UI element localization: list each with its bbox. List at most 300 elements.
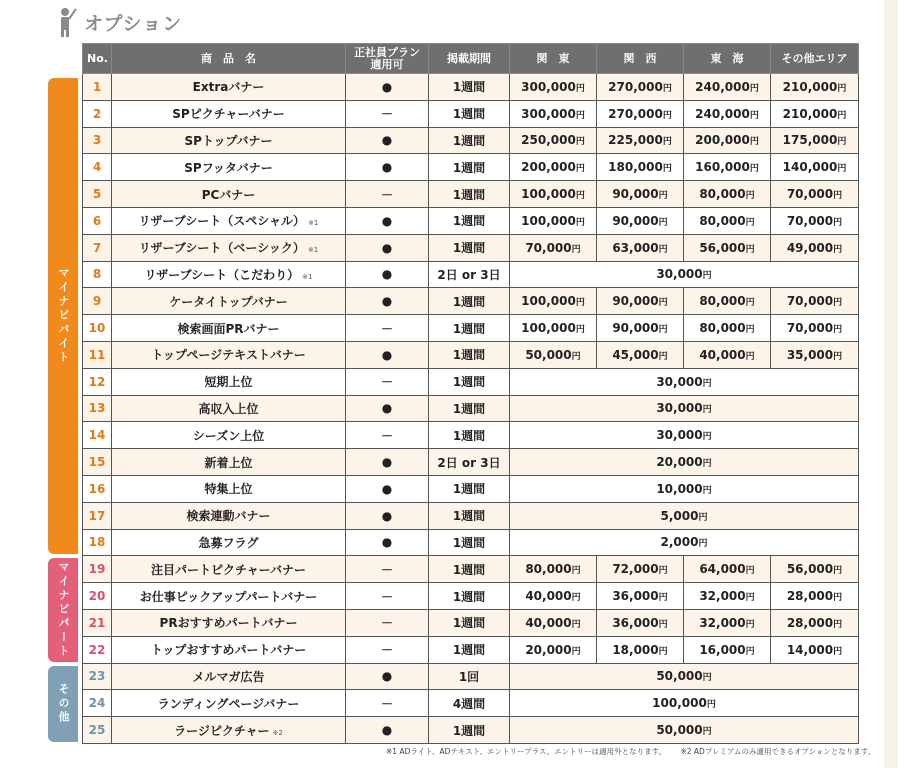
price-value: 90,000 [612,187,659,202]
side-stripe [884,0,898,768]
row-number: 19 [83,556,112,583]
price-cell [684,234,771,261]
column-header: 正社員プラン 適用可 [346,44,429,74]
table-row [83,368,859,395]
yen-unit: 円 [658,298,668,309]
price-cell [510,475,859,502]
price-value: 100,000 [521,294,576,309]
price-value: 240,000 [695,106,750,121]
column-header: 商 品 名 [112,44,346,74]
yen-unit: 円 [658,244,668,255]
price-cell [510,395,859,422]
price-cell [597,609,684,636]
price-cell [510,368,859,395]
table-row [83,556,859,583]
price-value: 40,000 [525,615,572,630]
product-note: ※1 [302,272,313,281]
price-cell [684,207,771,234]
product-name: 高収入上位 [198,401,259,416]
yen-unit: 円 [662,110,672,121]
product-name-cell [112,636,346,663]
price-cell [510,288,597,315]
product-name: ランディングページバナー [157,696,300,711]
product-name: メルマガ広告 [192,669,265,684]
price-value: 35,000 [786,347,834,362]
price-cell [684,609,771,636]
applicable-mark: － [346,422,429,449]
row-number: 4 [83,154,112,181]
price-cell [597,341,684,368]
yen-unit: 円 [575,137,585,148]
price-value: 210,000 [782,106,838,121]
applicable-mark: ● [346,261,429,288]
yen-unit: 円 [575,325,585,336]
price-cell [684,341,771,368]
price-value: 72,000 [612,562,659,577]
price-cell [771,234,859,261]
price-cell [510,422,859,449]
row-number: 16 [83,475,112,502]
yen-unit: 円 [745,646,755,657]
table-row [83,207,859,234]
product-name: ラージピクチャー [174,723,270,738]
applicable-mark: ● [346,449,429,476]
yen-unit: 円 [745,351,755,362]
yen-unit: 円 [833,646,843,657]
table-row [83,663,859,690]
column-header: No. [83,44,112,74]
price-cell [597,74,684,101]
price-cell [771,127,859,154]
product-name: 急募フラグ [198,535,259,550]
footnote-1: ※1 ADライト、ADテキスト、エントリープラス、エントリーは適用外となります。 [386,747,667,756]
table-row [83,181,859,208]
table-row [83,583,859,610]
product-name-cell [112,261,346,288]
product-name-cell [112,74,346,101]
table-row [83,234,859,261]
table-row [83,74,859,101]
row-number: 6 [83,207,112,234]
product-name-cell [112,717,346,744]
yen-unit: 円 [702,271,712,282]
price-value: 56,000 [786,562,834,577]
price-value: 80,000 [699,321,746,336]
product-name-cell [112,422,346,449]
price-value: 40,000 [699,347,746,362]
period: 1週間 [429,288,510,315]
yen-unit: 円 [745,593,755,604]
column-header: その他エリア [771,44,859,74]
price-value: 240,000 [695,79,750,94]
yen-unit: 円 [837,83,847,94]
price-cell [510,234,597,261]
period: 1回 [429,663,510,690]
applicable-mark: ● [346,154,429,181]
yen-unit: 円 [702,378,712,389]
table-row [83,422,859,449]
price-value: 56,000 [699,240,746,255]
price-cell [771,207,859,234]
yen-unit: 円 [745,566,755,577]
price-value: 10,000 [656,481,703,496]
price-cell [510,449,859,476]
product-name: リザーブシート（こだわり） [144,267,300,282]
price-cell [510,583,597,610]
yen-unit: 円 [575,217,585,228]
applicable-mark: － [346,315,429,342]
period: 1週間 [429,74,510,101]
period: 1週間 [429,609,510,636]
yen-unit: 円 [745,191,755,202]
product-name: 注目パートピクチャーバナー [150,562,307,577]
applicable-mark: ● [346,288,429,315]
price-cell [684,288,771,315]
yen-unit: 円 [833,593,843,604]
price-value: 18,000 [612,642,659,657]
price-cell [771,636,859,663]
yen-unit: 円 [662,164,672,175]
product-note: ※2 [272,728,283,737]
column-header: 関 西 [597,44,684,74]
price-cell [684,315,771,342]
yen-unit: 円 [833,298,843,309]
yen-unit: 円 [658,351,668,362]
price-value: 36,000 [612,615,659,630]
period: 1週間 [429,583,510,610]
yen-unit: 円 [745,619,755,630]
row-number: 13 [83,395,112,422]
price-cell [510,127,597,154]
price-value: 90,000 [612,213,659,228]
price-value: 70,000 [786,294,834,309]
product-name: ケータイトップバナー [169,294,288,309]
price-value: 100,000 [521,321,576,336]
price-value: 28,000 [786,615,834,630]
price-value: 32,000 [699,615,746,630]
row-number: 7 [83,234,112,261]
period: 1週間 [429,100,510,127]
price-cell [510,261,859,288]
price-cell [771,100,859,127]
price-cell [510,609,597,636]
product-name: 検索画面PRバナー [177,321,280,336]
table-row [83,502,859,529]
category-label: マイナビバイト [48,78,78,554]
product-name: SPピクチャーバナー [172,107,285,122]
applicable-mark: ● [346,663,429,690]
price-cell [771,181,859,208]
yen-unit: 円 [702,432,712,443]
price-value: 40,000 [525,589,572,604]
section-header [56,6,182,38]
product-name-cell [112,315,346,342]
product-name-cell [112,234,346,261]
price-value: 20,000 [525,642,572,657]
price-value: 250,000 [521,133,576,148]
price-value: 300,000 [521,106,576,121]
price-value: 30,000 [656,267,703,282]
product-name: PRおすすめパートバナー [159,616,298,631]
price-value: 80,000 [699,187,746,202]
yen-unit: 円 [702,673,712,684]
price-value: 32,000 [699,589,746,604]
table-row [83,100,859,127]
applicable-mark: － [346,556,429,583]
price-cell [510,663,859,690]
product-note: ※1 [308,219,319,228]
table-row [83,261,859,288]
price-cell [510,341,597,368]
yen-unit: 円 [833,351,843,362]
price-value: 30,000 [656,401,703,416]
page-title: オプション [84,12,183,35]
product-name-cell [112,368,346,395]
period: 1週間 [429,234,510,261]
options-table [82,43,859,744]
price-cell [684,154,771,181]
price-value: 28,000 [786,589,834,604]
price-cell [597,556,684,583]
period: 1週間 [429,127,510,154]
table-row [83,529,859,556]
price-value: 140,000 [782,160,838,175]
product-name: トップページテキストバナー [151,348,306,363]
period: 2日 or 3日 [429,261,510,288]
product-name-cell [112,288,346,315]
period: 1週間 [429,717,510,744]
yen-unit: 円 [749,137,759,148]
yen-unit: 円 [571,619,581,630]
yen-unit: 円 [658,217,668,228]
price-cell [510,315,597,342]
row-number: 21 [83,609,112,636]
price-value: 70,000 [786,187,834,202]
period: 1週間 [429,341,510,368]
column-header: 掲載期間 [429,44,510,74]
applicable-mark: ● [346,395,429,422]
category-label: マイナビパート [48,558,78,661]
table-row [83,288,859,315]
product-name: SPフッタバナー [184,160,273,175]
price-value: 300,000 [521,79,576,94]
row-number: 3 [83,127,112,154]
yen-unit: 円 [658,619,668,630]
yen-unit: 円 [745,298,755,309]
price-cell [510,556,597,583]
applicable-mark: － [346,100,429,127]
applicable-mark: － [346,583,429,610]
footnotes [386,746,875,757]
yen-unit: 円 [833,325,843,336]
applicable-mark: ● [346,529,429,556]
table-row [83,636,859,663]
yen-unit: 円 [658,325,668,336]
yen-unit: 円 [833,217,843,228]
price-value: 30,000 [656,428,703,443]
product-name: 短期上位 [204,375,253,390]
price-value: 30,000 [656,374,703,389]
price-cell [771,341,859,368]
applicable-mark: ● [346,717,429,744]
price-cell [597,127,684,154]
price-cell [597,154,684,181]
price-value: 160,000 [695,160,750,175]
period: 1週間 [429,368,510,395]
price-value: 80,000 [525,562,572,577]
price-value: 100,000 [521,213,576,228]
price-cell [597,583,684,610]
applicable-mark: ● [346,74,429,101]
yen-unit: 円 [662,137,672,148]
applicable-mark: ● [346,234,429,261]
yen-unit: 円 [837,137,847,148]
yen-unit: 円 [571,566,581,577]
price-cell [771,74,859,101]
product-name: 特集上位 [204,482,253,497]
price-cell [597,207,684,234]
price-value: 16,000 [699,642,746,657]
yen-unit: 円 [658,191,668,202]
price-cell [684,100,771,127]
price-value: 225,000 [608,133,663,148]
price-cell [510,717,859,744]
yen-unit: 円 [745,244,755,255]
product-name: 新着上位 [204,455,253,470]
yen-unit: 円 [575,191,585,202]
table-row [83,154,859,181]
yen-unit: 円 [837,164,847,175]
row-number: 8 [83,261,112,288]
product-name-cell [112,181,346,208]
product-name-cell [112,663,346,690]
price-value: 64,000 [699,562,746,577]
yen-unit: 円 [745,217,755,228]
yen-unit: 円 [575,83,585,94]
price-cell [771,288,859,315]
price-value: 50,000 [525,347,572,362]
yen-unit: 円 [571,351,581,362]
product-name: リザーブシート（スペシャル） [138,214,306,229]
price-value: 80,000 [699,213,746,228]
price-value: 14,000 [786,642,834,657]
price-value: 45,000 [612,347,659,362]
yen-unit: 円 [833,619,843,630]
price-value: 270,000 [608,106,663,121]
price-cell [771,609,859,636]
price-value: 63,000 [612,240,659,255]
product-name: Extraバナー [192,80,265,95]
table-row [83,690,859,717]
price-value: 70,000 [786,213,834,228]
yen-unit: 円 [702,485,712,496]
price-value: 50,000 [656,669,703,684]
table-row [83,341,859,368]
price-cell [597,636,684,663]
yen-unit: 円 [702,459,712,470]
row-number: 22 [83,636,112,663]
product-name-cell [112,395,346,422]
price-cell [510,181,597,208]
product-name-cell [112,502,346,529]
row-number: 18 [83,529,112,556]
price-cell [684,181,771,208]
table-row [83,609,859,636]
row-number: 25 [83,717,112,744]
category-label: その他 [48,666,78,742]
product-name-cell [112,127,346,154]
yen-unit: 円 [571,593,581,604]
applicable-mark: ● [346,341,429,368]
product-name-cell [112,449,346,476]
product-name-cell [112,207,346,234]
product-name-cell [112,609,346,636]
applicable-mark: － [346,636,429,663]
price-cell [597,100,684,127]
price-value: 210,000 [782,79,838,94]
yen-unit: 円 [749,110,759,121]
table-row [83,395,859,422]
product-name-cell [112,529,346,556]
yen-unit: 円 [571,244,581,255]
price-cell [597,181,684,208]
row-number: 15 [83,449,112,476]
price-value: 80,000 [699,294,746,309]
column-header: 東 海 [684,44,771,74]
period: 4週間 [429,690,510,717]
period: 1週間 [429,636,510,663]
applicable-mark: － [346,690,429,717]
yen-unit: 円 [658,646,668,657]
price-value: 180,000 [608,160,663,175]
table-row [83,315,859,342]
yen-unit: 円 [702,727,712,738]
price-value: 49,000 [786,240,834,255]
price-cell [597,288,684,315]
price-value: 90,000 [612,294,659,309]
yen-unit: 円 [575,110,585,121]
row-number: 14 [83,422,112,449]
product-note: ※1 [307,246,319,255]
yen-unit: 円 [706,700,716,711]
price-cell [510,690,859,717]
period: 1週間 [429,395,510,422]
price-value: 200,000 [695,133,750,148]
table-header-row [83,44,859,74]
applicable-mark: ● [346,127,429,154]
price-cell [684,556,771,583]
yen-unit: 円 [571,646,581,657]
yen-unit: 円 [837,110,847,121]
product-name: 検索連動バナー [186,509,271,524]
product-name-cell [112,100,346,127]
period: 1週間 [429,529,510,556]
price-cell [510,529,859,556]
person-pointer-icon [56,6,78,38]
price-cell [684,74,771,101]
price-cell [684,636,771,663]
row-number: 1 [83,74,112,101]
price-value: 20,000 [656,455,703,470]
table-row [83,475,859,502]
period: 1週間 [429,315,510,342]
period: 1週間 [429,422,510,449]
applicable-mark: － [346,609,429,636]
applicable-mark: － [346,181,429,208]
yen-unit: 円 [702,405,712,416]
table-row [83,449,859,476]
period: 2日 or 3日 [429,449,510,476]
